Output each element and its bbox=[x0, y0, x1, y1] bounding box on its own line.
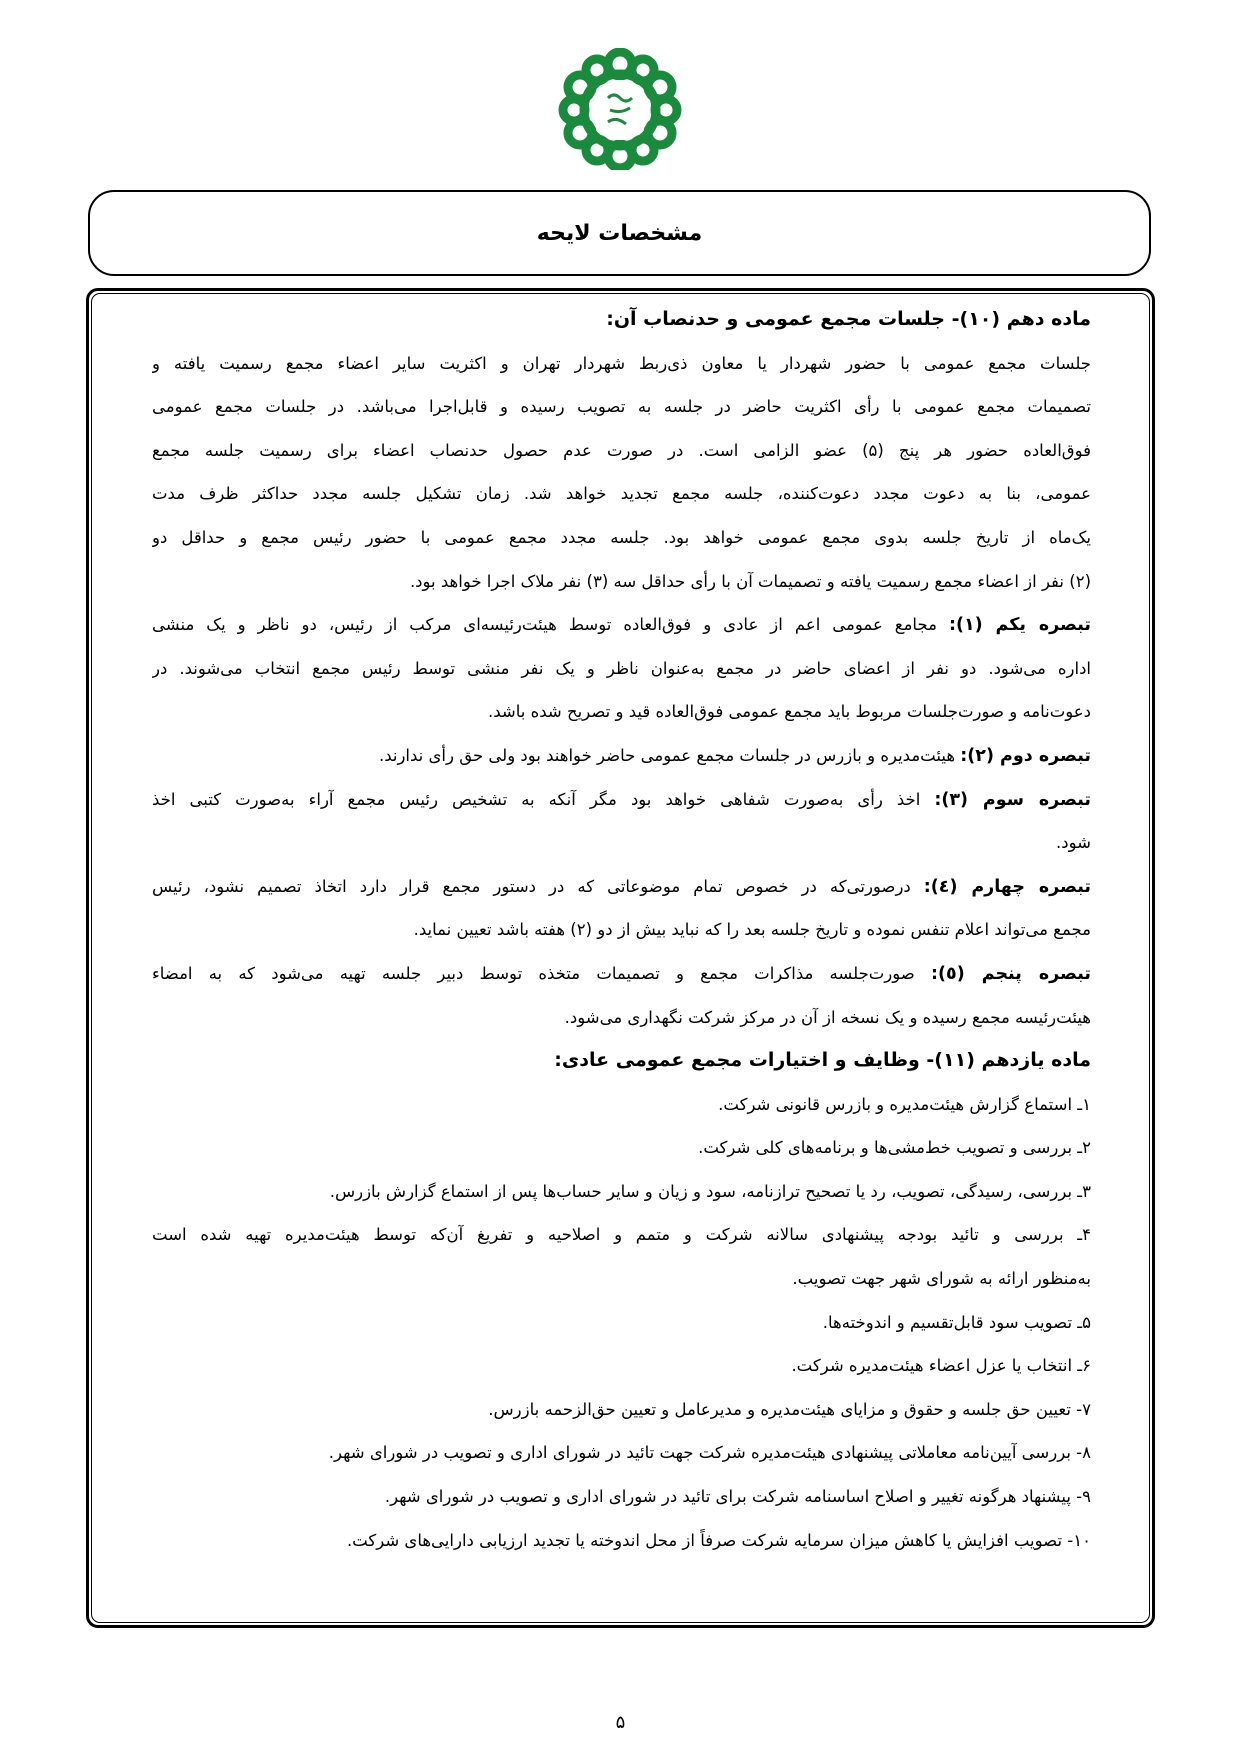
text-line bbox=[152, 865, 1091, 909]
line-text: ۴ـ بررسی و تائید بودجه پیشنهادی سالانه شرکت و متمم و اصلاحیه و تفریغ آن‌که توسط هیئت‌مدیره تهیه شده است bbox=[152, 1225, 1091, 1245]
text-line bbox=[152, 1519, 1091, 1563]
tehran-city-council-logo bbox=[556, 48, 684, 170]
text-line bbox=[152, 472, 1091, 516]
line-text: (۲) نفر از اعضاء مجمع رسمیت یافته و تصمیمات آن با رأی حداقل سه (۳) نفر ملاک اجرا خواهد بود. bbox=[409, 571, 1091, 591]
text-line bbox=[152, 1301, 1091, 1345]
text-line bbox=[152, 821, 1091, 865]
text-line bbox=[152, 1083, 1091, 1127]
text-line bbox=[152, 429, 1091, 473]
text-line bbox=[152, 560, 1091, 604]
line-text: هیئت‌مدیره و بازرس در جلسات مجمع عمومی حاضر خواهند بود ولی حق رأی ندارند. bbox=[378, 745, 961, 765]
note-label: تبصره چهارم (٤): bbox=[923, 876, 1091, 897]
line-text: اداره می‌شود. دو نفر از اعضای حاضر در مجمع به‌عنوان ناظر و یک نفر منشی توسط رئیس مجمع انتخاب می‌شوند. در bbox=[152, 658, 1091, 678]
line-text: ۷- تعیین حق جلسه و حقوق و مزایای هیئت‌مدیره و مدیرعامل و تعیین حق‌الزحمه بازرس. bbox=[488, 1399, 1091, 1419]
line-text: ۸- بررسی آیین‌نامه معاملاتی پیشنهادی هیئت‌مدیره شرکت جهت تائید در شورای اداری و تصویب در شورای شهر. bbox=[328, 1443, 1091, 1463]
text-line bbox=[152, 647, 1091, 691]
text-line bbox=[152, 734, 1091, 778]
text-line bbox=[152, 1170, 1091, 1214]
text-line bbox=[152, 385, 1091, 429]
text-line bbox=[152, 1126, 1091, 1170]
content-frame bbox=[86, 288, 1155, 1628]
text-line bbox=[152, 516, 1091, 560]
content-body bbox=[91, 293, 1150, 1623]
line-text: ماده دهم (۱۰)- جلسات مجمع عمومی و حدنصاب آن: bbox=[606, 308, 1091, 330]
page-number: ۵ bbox=[615, 1712, 626, 1733]
line-text: ۳ـ بررسی، رسیدگی، تصویب، رد یا تصحیح ترازنامه، سود و زیان و سایر حساب‌ها پس از استماع گزارش بازرس. bbox=[329, 1181, 1091, 1201]
line-text: ۱۰- تصویب افزایش یا کاهش میزان سرمایه شرکت صرفاً از محل اندوخته یا تجدید ارزیابی دارایی‌های شرکت. bbox=[346, 1530, 1091, 1550]
line-text: عمومی، بنا به دعوت مجدد دعوت‌کننده، جلسه مجمع تجدید خواهد شد. زمان تشکیل جلسه مجدد حداکثر ظرف مدت bbox=[152, 484, 1091, 504]
text-line bbox=[152, 342, 1091, 386]
line-text: مجمع می‌تواند اعلام تنفس نموده و تاریخ جلسه بعد را که نباید بیش از دو (۲) هفته باشد تعیین نماید. bbox=[413, 920, 1091, 940]
line-text: دعوت‌نامه و صورت‌جلسات مربوط باید مجمع عمومی فوق‌العاده قید و تصریح شده باشد. bbox=[488, 702, 1091, 722]
line-text: ۶ـ انتخاب یا عزل اعضاء هیئت‌مدیره شرکت. bbox=[791, 1356, 1091, 1376]
text-line bbox=[152, 1431, 1091, 1475]
line-text: فوق‌العاده حضور هر پنج (۵) عضو الزامی است. در صورت عدم حصول حدنصاب اعضاء برای رسمیت جلسه مجمع bbox=[152, 440, 1091, 460]
line-text: صورت‌جلسه مذاکرات مجمع و تصمیمات متخذه توسط دبیر جلسه تهیه می‌شود که به امضاء bbox=[152, 963, 931, 983]
line-text: تصمیمات مجمع عمومی با رأی اکثریت حاضر در جلسه به تصویب رسیده و قابل‌اجرا می‌باشد. در جلسات مجمع عمومی bbox=[152, 397, 1091, 417]
line-text: درصورتی‌که در خصوص تمام موضوعاتی که در دستور مجمع قرار دارد اتخاذ تصمیم نشود، رئیس bbox=[152, 876, 924, 896]
text-line bbox=[152, 996, 1091, 1040]
text-line bbox=[152, 778, 1091, 822]
text-line bbox=[152, 1344, 1091, 1388]
line-text: یک‌ماه از تاریخ جلسه بدوی مجمع عمومی خواهد بود. جلسه مجدد مجمع عمومی با حضور رئیس مجمع و حداقل دو bbox=[152, 527, 1091, 547]
article-heading bbox=[152, 1039, 1091, 1083]
line-text: به‌منظور ارائه به شورای شهر جهت تصویب. bbox=[792, 1269, 1091, 1289]
text-line bbox=[152, 1257, 1091, 1301]
document-title: مشخصات لایحه bbox=[536, 220, 703, 246]
line-text: ۵ـ تصویب سود قابل‌تقسیم و اندوخته‌ها. bbox=[822, 1312, 1091, 1332]
text-line bbox=[152, 1213, 1091, 1257]
text-line bbox=[152, 1388, 1091, 1432]
line-text: ۲ـ بررسی و تصویب خط‌مشی‌ها و برنامه‌های کلی شرکت. bbox=[698, 1138, 1091, 1158]
line-text: جلسات مجمع عمومی با حضور شهردار یا معاون ذی‌ربط شهردار تهران و اکثریت سایر اعضاء مجمع رسمیت یافته و bbox=[152, 353, 1091, 373]
text-line bbox=[152, 603, 1091, 647]
text-line bbox=[152, 908, 1091, 952]
line-text: هیئت‌رئیسه مجمع رسیده و یک نسخه از آن در مرکز شرکت نگهداری می‌شود. bbox=[564, 1007, 1091, 1027]
line-text: اخذ رأی به‌صورت شفاهی خواهد بود مگر آنکه به تشخیص رئیس مجمع آراء به‌صورت کتبی اخذ bbox=[152, 789, 935, 809]
line-text: ماده یازدهم (۱۱)- وظایف و اختیارات مجمع عمومی عادی: bbox=[554, 1049, 1091, 1072]
line-text: ۱ـ استماع گزارش هیئت‌مدیره و بازرس قانونی شرکت. bbox=[718, 1094, 1091, 1114]
text-line bbox=[152, 1475, 1091, 1519]
note-label: تبصره دوم (۲): bbox=[960, 745, 1091, 766]
text-line bbox=[152, 952, 1091, 996]
note-label: تبصره پنجم (٥): bbox=[931, 963, 1091, 984]
note-label: تبصره یکم (۱): bbox=[948, 615, 1091, 636]
line-text: ۹- پیشنهاد هرگونه تغییر و اصلاح اساسنامه شرکت برای تائید در شورای اداری و تصویب در شورای شهر. bbox=[384, 1487, 1091, 1507]
article-heading bbox=[152, 298, 1091, 342]
title-box bbox=[88, 190, 1151, 276]
note-label: تبصره سوم (۳): bbox=[934, 789, 1091, 810]
line-text: شود. bbox=[1056, 833, 1091, 853]
text-line bbox=[152, 690, 1091, 734]
line-text: مجامع عمومی اعم از عادی و فوق‌العاده توسط هیئت‌رئیسه‌ای مرکب از رئیس، دو ناظر و یک منشی bbox=[152, 615, 949, 635]
